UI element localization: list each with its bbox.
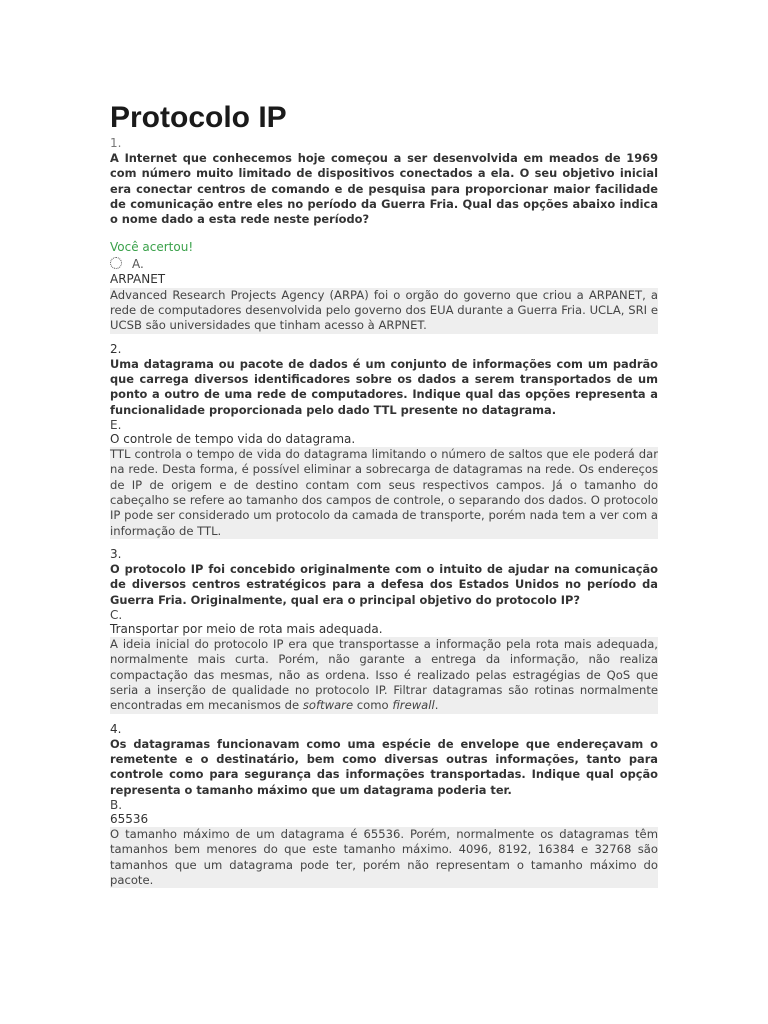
radio-icon[interactable] [110,257,122,269]
option-letter: B. [110,797,123,812]
explanation-text: O tamanho máximo de um datagrama é 65536. Porém, normalmente os datagramas têm tamanhos bem menores do que este tamanho máximo. 4096, 8192, 16384 e 32768 são tamanhos que um datagrama pode ter, porém não representam o tamanho máximo do pacote. [110,827,658,887]
question-text: Uma datagrama ou pacote de dados é um conjunto de informações com um padrão que carrega diversos identificadores sobre os dados a serem transportados de um ponto a outro de uma rede de computadores. Indique qual das opções representa a funcionalidade proporcionada pelo dado TTL presente no datagrama. [110,356,658,417]
option-letter: E. [110,417,122,432]
question-block-1 [110,136,658,334]
explanation-text [110,637,658,713]
result-status: Você acertou! [110,240,194,255]
question-block-4 [110,722,658,889]
question-text: Os datagramas funcionavam como uma espécie de envelope que endereçavam o remetente e o destinatário, bem como diversas outras informações, tanto para controle como para segurança das informações transportadas. Indique qual opção representa o tamanho máximo que um datagrama poderia ter. [110,736,658,797]
answer-text: ARPANET [110,272,166,287]
document-content [110,100,658,888]
explanation-text: Advanced Research Projects Agency (ARPA) foi o orgão do governo que criou a ARPANET, a rede de computadores desenvolvida pelo governo dos EUA durante a Guerra Fria. UCLA, SRI e UCSB são universidades que tinham acesso à ARPNET. [110,287,658,333]
question-block-2 [110,342,658,539]
question-number: 3. [110,546,122,561]
question-number: 1. [110,136,122,150]
page-title: Protocolo IP [110,101,287,134]
question-text: A Internet que conhecemos hoje começou a ser desenvolvida em meados de 1969 com número muito limitado de dispositivos conectados a ela. O seu objetivo inicial era conectar centros de comando e de pesquisa para proporcionar maior facilidade de comunicação entre eles no período da Guerra Fria. Qual das opções abaixo indica o nome dado a esta rede neste período? [110,151,658,227]
explanation-text-part: como [353,698,393,713]
answer-text: Transportar por meio de rota mais adequada. [110,621,383,636]
question-block-3 [110,547,658,714]
explanation-text-part: A ideia inicial do protocolo IP era que transportasse a informação pela rota mais adequada, normalmente mais curta. Porém, não garante a entrega da informação, não realiza compactação das mesmas, não as ordena. Isso é realizado pelas estragégias de QoS que seria a inserção de qualidade no protocolo IP. Filtrar datagramas são rotinas normalmente encontradas em mecanismos de [110,637,658,713]
question-number: 2. [110,341,122,356]
question-text: O protocolo IP foi concebido originalmente com o intuito de ajudar na comunicação de diversos centros estratégicos para a defesa dos Estados Unidos no período da Guerra Fria. Originalmente, qual era o principal objetivo do protocolo IP? [110,561,658,607]
explanation-text-part: . [434,698,439,713]
explanation-emphasis: firewall [392,698,435,713]
option-letter: A. [132,257,144,272]
selected-option-row[interactable] [110,257,658,272]
answer-text: O controle de tempo vida do datagrama. [110,431,356,446]
option-letter: C. [110,607,123,622]
answer-text: 65536 [110,811,149,826]
explanation-text: TTL controla o tempo de vida do datagrama limitando o número de saltos que ele poderá dar na rede. Desta forma, é possível eliminar a sobrecarga de datagramas na rede. Os endereços de IP de origem e de destino contam com seus respectivos campos. Já o tamanho do cabeçalho se refere ao tamanho dos campos de controle, o separando dos dados. O protocolo IP pode ser considerado um protocolo da camada de transporte, porém nada tem a ver com a informação de TTL. [110,447,658,538]
explanation-emphasis: software [302,698,354,713]
question-number: 4. [110,721,122,736]
